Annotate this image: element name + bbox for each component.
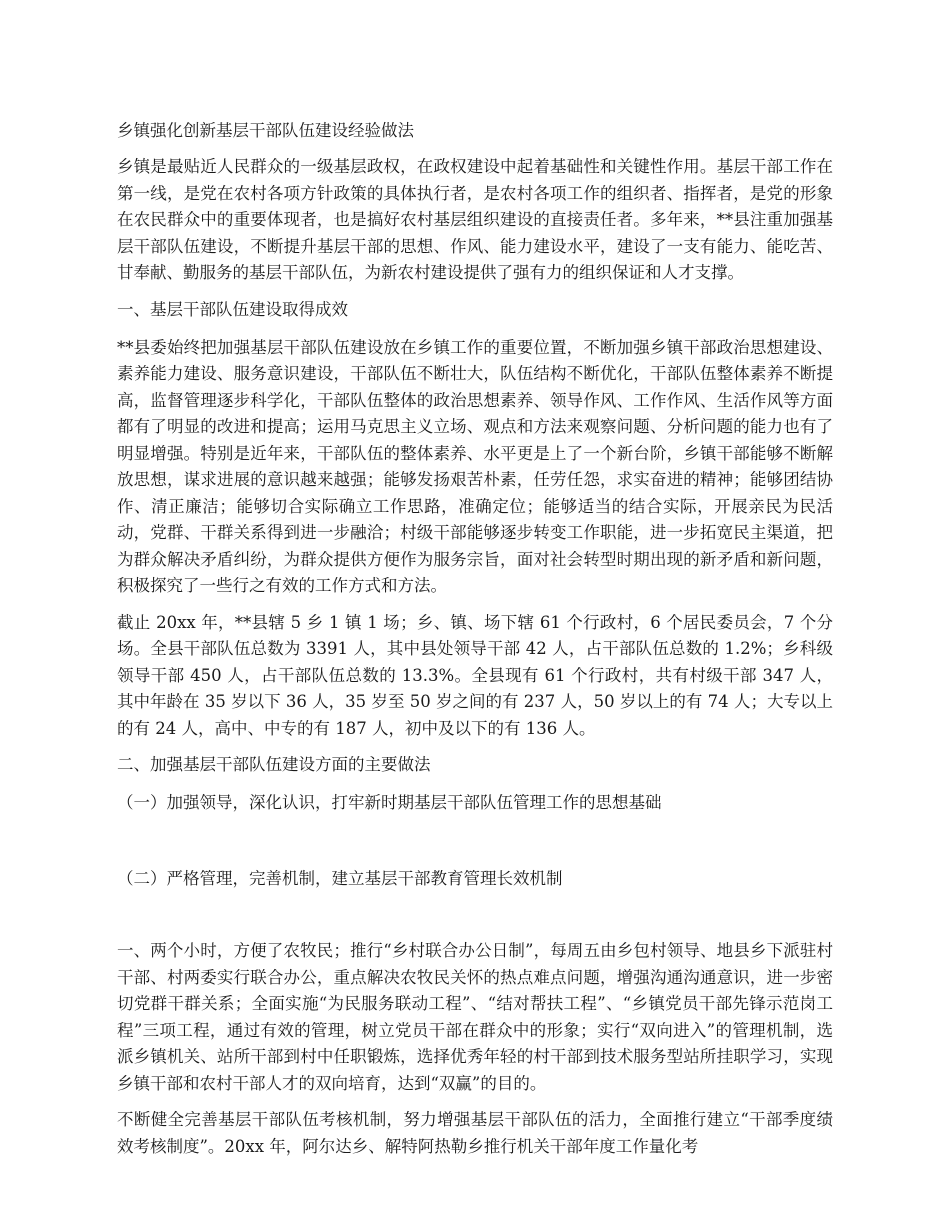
section-heading-2: 二、加强基层干部队伍建设方面的主要做法	[117, 755, 431, 774]
document-page	[117, 118, 833, 1170]
subsection-heading-2: （二）严格管理，完善机制，建立基层干部教育管理长效机制	[117, 869, 563, 888]
section-1-paragraph: **县委始终把加强基层干部队伍建设放在乡镇工作的重要位置，不断加强乡镇干部政治思想建设、素养能力建设、服务意识建设，干部队伍不断壮大，队伍结构不断优化，干部队伍整体素养不断提高，监督管理逐步科学化，干部队伍整体的政治思想素养、领导作风、工作作风、生活作风等方面都有了明显的改进和提高；运用马克思主义立场、观点和方法来观察问题、分析问题的能力也有了明显增强。特别是近年来，干部队伍的整体素养、水平更是上了一个新台阶，乡镇干部能够不断解放思想，谋求进展的意识越来越强；能够发扬艰苦朴素，任劳任怨，求实奋进的精神；能够团结协作、清正廉洁；能够切合实际确立工作思路，准确定位；能够适当的结合实际，开展亲民为民活动，党群、干群关系得到进一步融洽；村级干部能够逐步转变工作职能，进一步拓宽民主渠道，把为群众解决矛盾纠纷，为群众提供方便作为服务宗旨，面对社会转型时期出现的新矛盾和新问题，积极探究了一些行之有效的工作方式和方法。	[117, 337, 833, 595]
assessment-paragraph: 不断健全完善基层干部队伍考核机制，努力增强基层干部队伍的活力，全面推行建立“干部季度绩效考核制度”。20xx 年，阿尔达乡、解特阿热勒乡推行机关干部年度工作量化考	[117, 1110, 833, 1156]
subsection-heading-1: （一）加强领导，深化认识，打牢新时期基层干部队伍管理工作的思想基础	[117, 793, 662, 812]
intro-paragraph: 乡镇是最贴近人民群众的一级基层政权，在政权建设中起着基础性和关键性作用。基层干部工作在第一线，是党在农村各项方针政策的具体执行者，是农村各项工作的组织者、指挥者，是党的形象在农民群众中的重要体现者，也是搞好农村基层组织建设的直接责任者。多年来，**县注重加强基层干部队伍建设，不断提升基层干部的思想、作风、能力建设水平，建设了一支有能力、能吃苦、甘奉献、勤服务的基层干部队伍，为新农村建设提供了强有力的组织保证和人才支撑。	[117, 157, 833, 282]
practice-paragraph: 一、两个小时，方便了农牧民；推行“乡村联合办公日制”，每周五由乡包村领导、地县乡下派驻村干部、村两委实行联合办公，重点解决农牧民关怀的热点难点问题，增强沟通沟通意识，进一步密切党群干群关系；全面实施“为民服务联动工程”、“结对帮扶工程”、“乡镇党员干部先锋示范岗工程”三项工程，通过有效的管理，树立党员干部在群众中的形象；实行“双向进入”的管理机制，选派乡镇机关、站所干部到村中任职锻炼，选择优秀年轻的村干部到技术服务型站所挂职学习，实现乡镇干部和农村干部人才的双向培育，达到“双赢”的目的。	[117, 941, 833, 1093]
statistics-paragraph: 截止 20xx 年，**县辖 5 乡 1 镇 1 场；乡、镇、场下辖 61 个行政村，6 个居民委员会，7 个分场。全县干部队伍总数为 3391 人，其中县处领导干部 42 人，占干部队伍总数的 1.2%；乡科级领导干部 450 人，占干部队伍总数的 13.3%。全县现有 61 个行政村，共有村级干部 347 人，其中年龄在 35 岁以下 36 人，35 岁至 50 岁之间的有 237 人，50 岁以上的有 74 人；大专以上的有 24 人，高中、中专的有 187 人，初中及以下的有 136 人。	[117, 612, 833, 738]
document-title: 乡镇强化创新基层干部队伍建设经验做法	[117, 121, 414, 140]
section-heading-1: 一、基层干部队伍建设取得成效	[117, 299, 348, 319]
